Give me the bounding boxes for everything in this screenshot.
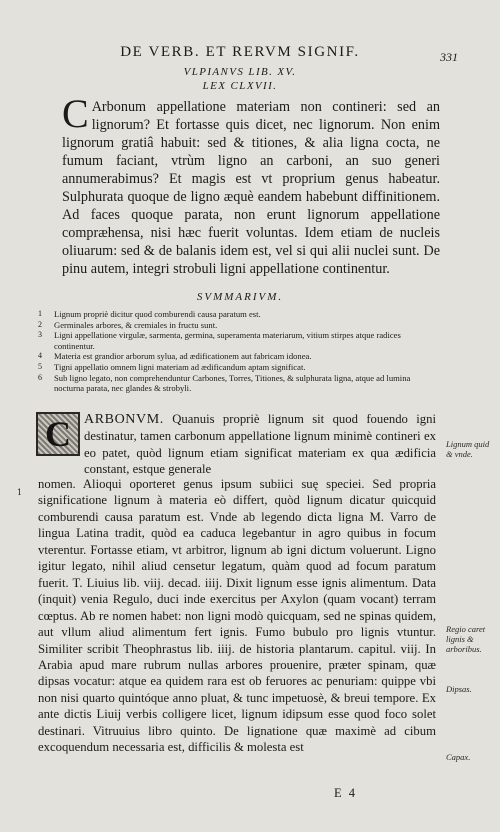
ornamental-initial xyxy=(36,412,80,456)
signature-mark: E 4 xyxy=(334,786,358,800)
summarium-list xyxy=(38,309,438,394)
running-title: DE VERB. ET RERVM SIGNIF. xyxy=(120,44,360,60)
left-margin-number: 1 xyxy=(17,488,23,497)
summarium-item-text: Tigni appellatio omnem ligni materiam ad ædificandum aptam significat. xyxy=(54,361,306,372)
summarium-item-text: Lignum propriè dicitur quod comburendi causa paratum est. xyxy=(54,309,261,319)
summarium-item-number: 5 xyxy=(38,361,42,371)
summarium-item-number: 4 xyxy=(38,351,42,361)
summarium-item xyxy=(38,362,438,373)
margin-note-regio: Regio caret lignis & arboribus. xyxy=(446,624,486,654)
summarium-item-text: Sub ligno legato, non comprehenduntur Carbones, Torres, Titiones, & sulphurata ligna, atque ad lumina nocturna parata, nec glandes & strobyli. xyxy=(54,372,411,394)
author-line: VLPIANVS LIB. XV. xyxy=(183,66,297,78)
summarium-item xyxy=(38,330,438,351)
summarium-item xyxy=(38,351,438,362)
summarium-item xyxy=(38,373,438,394)
summarium-item-text: Materia est grandior arborum sylua, ad ædificationem aut fabricam idonea. xyxy=(54,351,312,362)
summarium-item-number: 2 xyxy=(38,319,42,329)
summarium-item xyxy=(38,309,438,320)
summarium-item-text: Germinales arbores, & cremiales in fructu sunt. xyxy=(54,319,218,330)
summarium-item-number: 3 xyxy=(38,330,42,340)
commentary-lead-word: ARBONVM. xyxy=(84,412,164,427)
margin-note-capax: Capax. xyxy=(446,752,471,762)
summarium-item-text: Ligni appellatione virgulæ, sarmenta, germina, superamenta materiarum, vitium stirpes atque radices continentur. xyxy=(54,330,401,351)
summarium-item-number: 1 xyxy=(38,309,42,318)
commentary-body: nomen. Alioqui oporteret genus ipsum subiici suę speciei. Sed propria significatione lignum à materia eò differt, quòd lignum dicatur quicquid comburendi causa paratum est. Vnde ab legendo dicta ligna M. Varro de lingua Latina tradit, quòd ea caduca legebantur in agro quibus in focum vterentur. Fortasse etiam, vt arbitror, lignum ab igni dictum voluerunt. Ligno igitur legato, nihil aliud censetur legatum, quàm quod ad focum paratum fuerit. T. Liuius lib. viij. decad. iiij. Dixit lignum esse ignis alimentum. Data (inquit) venia Regulo, duci inde exercitus per Axylon (quam vocant) terram cœptus. Ab re nomen habet: non ligni modò quicquam, sed ne spinas quidem, aut vllum aliud alimentum fert ignis. Fumo bubulo pro lignis vtuntur. Similiter scribit Theophrastus lib. iiij. de historia plantarum. capitul. viij. In Arabia apud mare rubrum nullas arbores prouenire, præter spinam, quæ dipsas vocatur: atque ea quidem rara est ob feruores ac penuriam: quippe vbi non nisi quarto quintóque anno pluat, & tunc impetuosè, & breui tempore. Ex ante dictis Liuij verbis colligere licet, lignum idipsum esse quod foco solet destinari. Vitruuius libro quinto. De lignatione quæ maximè ad cibum excoquendum necessaria est, difficilis & molesta est xyxy=(38,477,436,755)
summarium-item xyxy=(38,320,438,331)
commentary-opening-text: Quanuis propriè lignum sit quod fouendo igni destinatur, tamen carbonum appellatione lignum minimè contineri ex eo patet, quòd lignum etiam significat materiam ex qua ædificia constant, estque generale xyxy=(84,412,436,477)
summarium-item-number: 6 xyxy=(38,372,42,382)
lex-body: Arbonum appellatione materiam non contineri: sed an lignorum? Et fortasse quis dicet, nec lignorum. Non enim lignorum gratiâ habuit: sed & titiones, & alia ligna cocta, ne fumum faciant, vtrùm ligno an carboni, an suo generi annumerabimus? Et magis est vt proprium genus habeatur. Sulphurata quoque de ligno æquè eandem habebunt diffinitionem. Ad faces quoque parata, non erunt lignorum appellatione compræhensa, nisi hæc fuerit voluntas. Idem etiam de nucleis oliuarum: sed & de balanis idem est, vel si qui alii nuclei sunt. De pinu autem, integri strobuli ligni appellatione continentur. xyxy=(62,99,440,278)
lex-drop-cap: C xyxy=(62,91,89,136)
lex-text-block xyxy=(62,91,440,278)
margin-note-dipsas: Dipsas. xyxy=(446,684,472,694)
commentary-opening xyxy=(84,411,436,478)
summarium-title: SVMMARIVM. xyxy=(196,291,284,303)
lex-number: LEX CLXVII. xyxy=(202,80,278,92)
ornamental-initial-letter: C xyxy=(45,414,71,454)
margin-note-lignum: Lignum quid & vnde. xyxy=(446,439,490,459)
page-number: 331 xyxy=(440,50,458,64)
